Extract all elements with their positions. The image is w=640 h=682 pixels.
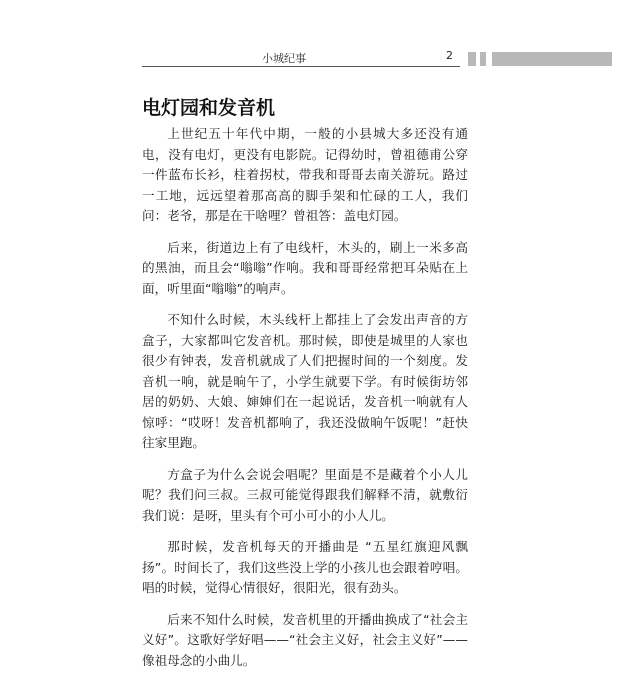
chapter-title: 电灯园和发音机: [142, 96, 276, 119]
paragraph: 不知什么时候，木头线杆上都挂上了会发出声音的方盒子，大家都叫它发音机。那时候，即使是城里的人家也很少有钟表，发音机就成了人们把握时间的一个刻度。发音机一响，就是晌午了，小学生就要下学。有时候街坊邻居的奶奶、大娘、婶婶们在一起说话，发音机一响就有人惊呼：“哎呀！发音机都响了，我还没做晌午饭呢！”赶快往家里跑。: [142, 312, 468, 450]
header-bar: [492, 52, 612, 66]
header-rule: [142, 66, 460, 67]
header-bar: [468, 52, 476, 66]
header-bar: [480, 52, 486, 66]
book-title: 小城纪事: [262, 52, 306, 65]
page-number: 2: [446, 49, 453, 62]
paragraph: 方盒子为什么会说会唱呢？里面是不是藏着个小人儿呢？我们问三叔。三叔可能觉得跟我们解释不清，就敷衍我们说：是呀，里头有个可小可小的小人儿。: [142, 466, 468, 523]
paragraph: 那时候，发音机每天的开播曲是 “五星红旗迎风飘扬”。时间长了，我们这些没上学的小孩儿也会跟着哼唱。唱的时候，觉得心情很好，很阳光，很有劲头。: [142, 539, 468, 595]
running-header: [142, 48, 640, 66]
paragraph: 后来不知什么时候，发音机里的开播曲换成了“社会主义好”。这歌好学好唱——“社会主义好，社会主义好”——像祖母念的小曲儿。: [142, 611, 468, 668]
body-text: [142, 124, 468, 682]
paragraph: 后来，街道边上有了电线杆，木头的，刷上一米多高的黑油，而且会“嗡嗡”作响。我和哥哥经常把耳朵贴在上面，听里面“嗡嗡”的响声。: [142, 239, 468, 296]
paragraph: 上世纪五十年代中期，一般的小县城大多还没有通电，没有电灯，更没有电影院。记得幼时，曾祖德甫公穿一件蓝布长衫，柱着拐杖，带我和哥哥去南关游玩。路过一工地，远远望着那高高的脚手架和忙碌的工人，我们问：老爷，那是在干啥哩？曾祖答：盖电灯园。: [142, 126, 468, 223]
